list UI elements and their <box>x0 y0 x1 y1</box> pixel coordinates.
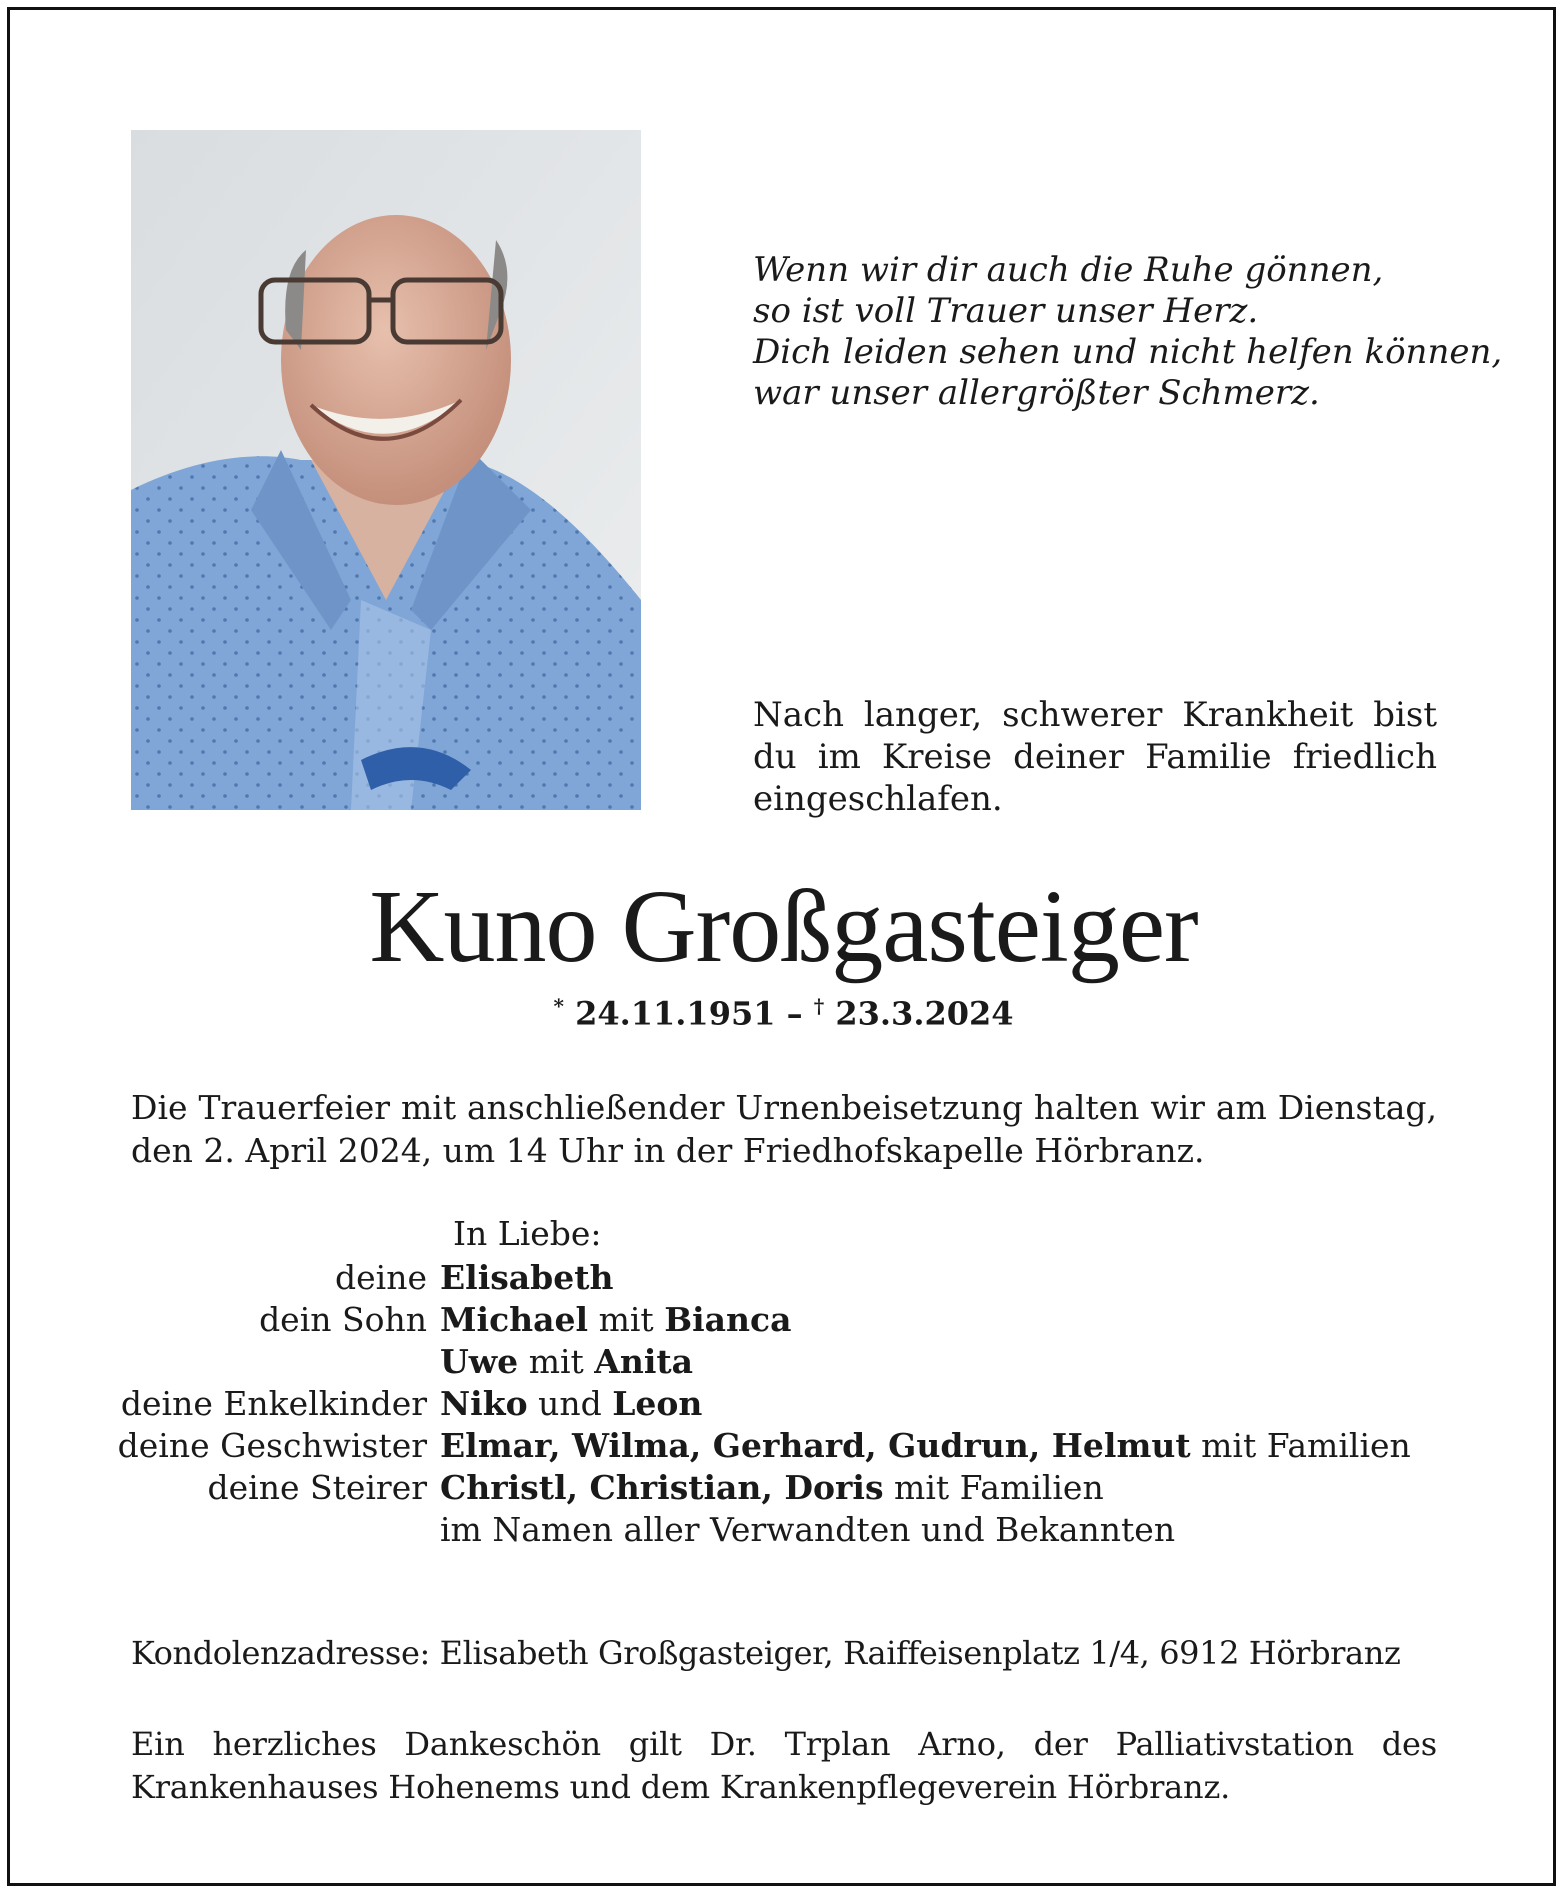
portrait-image <box>131 130 641 810</box>
ceremony-text: Die Trauerfeier mit anschließender Urnenbeisetzung halten wir am Dienstag, den 2. April 2024, um 14 Uhr in der Friedhofskapelle Hörbranz. <box>131 1088 1437 1170</box>
thanks-text: Ein herzliches Dankeschön gilt Dr. Trplan Arno, der Palliativstation des Krankenhauses Hohenems und dem Krankenpflegeverein Hörbranz. <box>131 1725 1437 1806</box>
family-name: Michael <box>440 1300 589 1339</box>
family-name: Bianca <box>664 1300 792 1339</box>
connector: und <box>538 1384 602 1423</box>
poem <box>753 250 1503 414</box>
connector: mit Familien <box>1201 1426 1411 1465</box>
relation-label: deine Steirer <box>207 1468 427 1507</box>
relation-label: deine Geschwister <box>117 1426 427 1465</box>
birth-symbol: * <box>553 994 564 1018</box>
family-row <box>100 1509 1520 1551</box>
family-row <box>100 1257 1520 1299</box>
death-date: 23.3.2024 <box>835 994 1014 1033</box>
family-row <box>100 1425 1520 1467</box>
family-row <box>100 1341 1520 1383</box>
family-row <box>100 1467 1520 1509</box>
relation-label: deine <box>335 1258 427 1297</box>
relation-label <box>100 1341 440 1383</box>
portrait-photo <box>131 130 641 810</box>
family-name: Elisabeth <box>440 1258 614 1297</box>
family-name: Elmar, Wilma, Gerhard, Gudrun, Helmut <box>440 1426 1191 1465</box>
poem-line: Dich leiden sehen und nicht helfen können, <box>753 332 1503 372</box>
family-name: Anita <box>594 1342 694 1381</box>
family-name: Niko <box>440 1384 528 1423</box>
life-dates <box>0 986 1567 1034</box>
relation-label <box>100 1509 440 1551</box>
family-name: Christl, Christian, Doris <box>440 1468 884 1507</box>
relation-label: deine Enkelkinder <box>120 1384 427 1423</box>
family-row <box>100 1383 1520 1425</box>
family-row <box>100 1299 1520 1341</box>
date-separator: – <box>786 994 803 1033</box>
poem-line: war unser allergrößter Schmerz. <box>753 373 1320 413</box>
connector: mit <box>528 1342 584 1381</box>
poem-line: Wenn wir dir auch die Ruhe gönnen, <box>753 250 1384 290</box>
condolence-address: Kondolenzadresse: Elisabeth Großgasteiger, Raiffeisenplatz 1/4, 6912 Hörbranz <box>131 1634 1401 1672</box>
relation-label: dein Sohn <box>259 1300 427 1339</box>
poem-line: so ist voll Trauer unser Herz. <box>753 291 1259 331</box>
in-liebe-heading: In Liebe: <box>453 1214 602 1253</box>
connector: mit Familien <box>894 1468 1104 1507</box>
family-name: Uwe <box>440 1342 519 1381</box>
birth-date: 24.11.1951 <box>575 994 776 1033</box>
deceased-name: Kuno Großgasteiger <box>369 869 1198 984</box>
family-name: Leon <box>612 1384 703 1423</box>
family-list <box>100 1257 1520 1551</box>
intro-text: Nach langer, schwerer Krankheit bist du im Kreise deiner Familie friedlich eingeschlafen. <box>753 695 1437 819</box>
connector: im Namen aller Verwandten und Bekannten <box>440 1510 1176 1549</box>
death-symbol: † <box>813 994 825 1018</box>
connector: mit <box>598 1300 654 1339</box>
